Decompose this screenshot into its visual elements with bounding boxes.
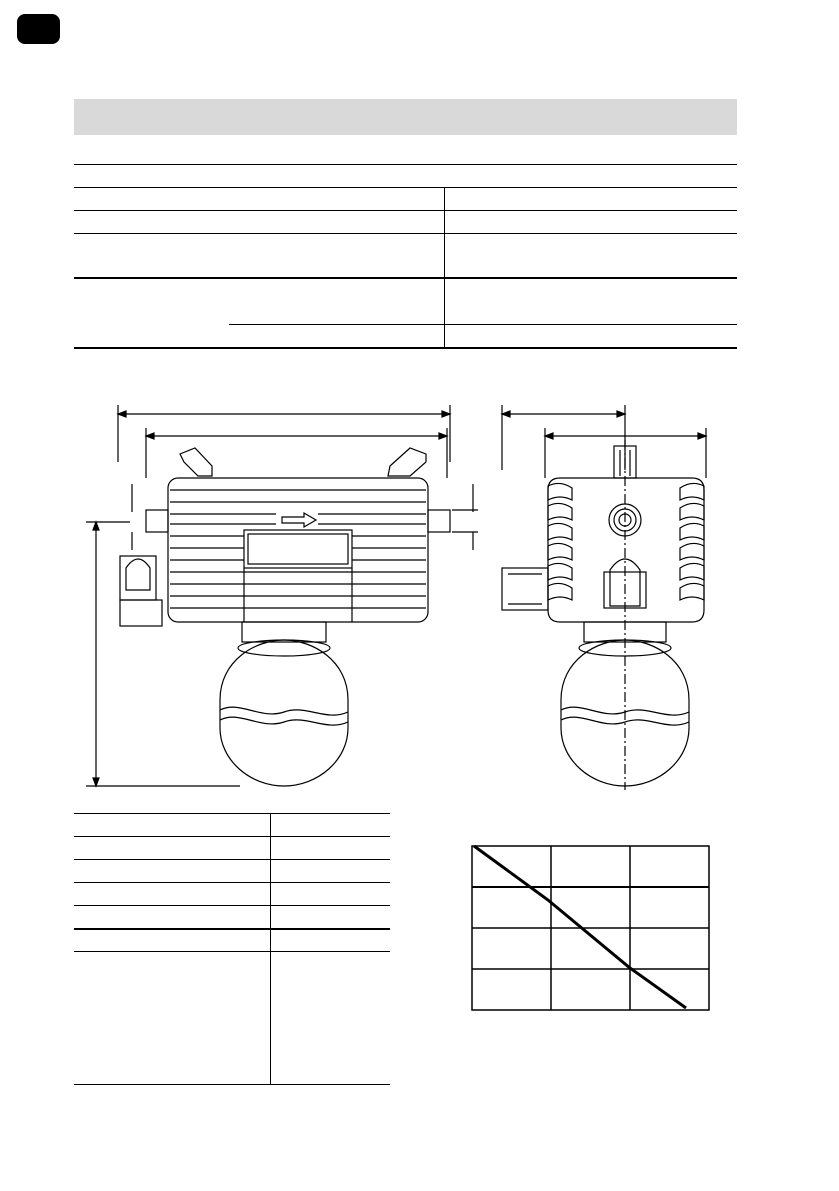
arrow-right-icon — [280, 512, 320, 528]
table-rule — [74, 928, 390, 930]
table-rule — [74, 951, 390, 952]
chart-series-line — [474, 846, 686, 1008]
table-rule — [74, 164, 737, 165]
table-rule — [74, 859, 390, 860]
table-rule — [74, 277, 737, 279]
chart-frame — [472, 846, 709, 1010]
table-rule — [74, 813, 390, 814]
table-rule — [74, 882, 390, 883]
table-rule — [229, 324, 737, 325]
page-tab-badge — [17, 14, 60, 44]
table-rule — [74, 210, 737, 211]
table-rule — [74, 347, 737, 349]
table-rule — [74, 187, 737, 188]
table-rule — [74, 233, 737, 234]
table-column-divider — [444, 187, 445, 347]
table-rule — [74, 905, 390, 906]
table-column-divider — [270, 813, 271, 1084]
table-rule — [74, 836, 390, 837]
table-rule — [74, 1084, 390, 1085]
section-header-bar — [74, 99, 737, 135]
